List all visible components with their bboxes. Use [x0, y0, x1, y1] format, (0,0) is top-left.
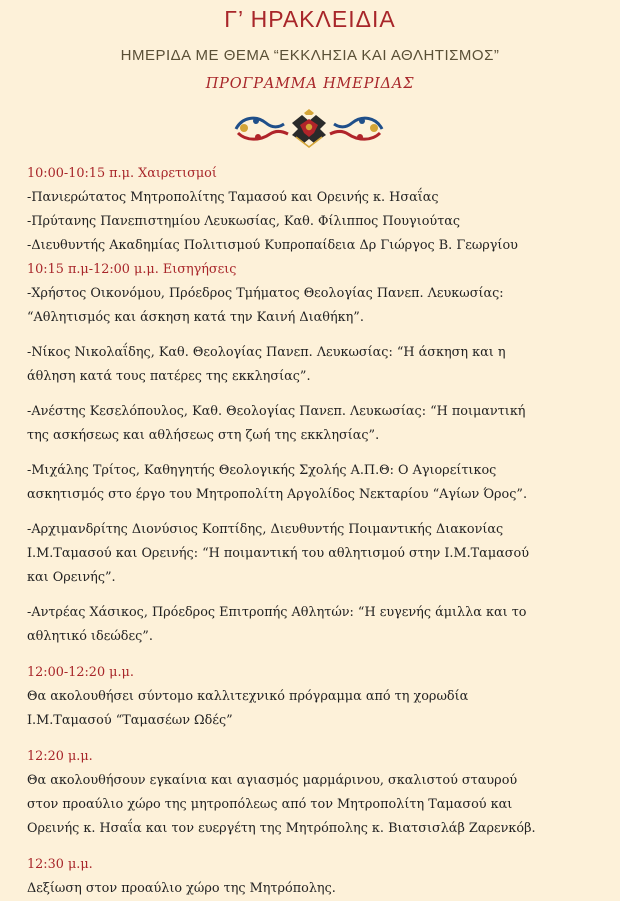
event-line: Θα ακολουθήσει σύντομο καλλιτεχνικό πρόγραμμα από τη χορωδία: [27, 689, 469, 704]
program-section-opening: [27, 162, 612, 258]
talk-line: -Μιχάλης Τρίτος, Καθηγητής Θεολογικής Σχολής Α.Π.Θ: Ο Αγιορείτικος: [27, 463, 497, 478]
section-time-heading: 12:30 μ.μ.: [27, 857, 93, 872]
talk-line: “Αθλητισμός και άσκηση κατά την Καινή Διαθήκη”.: [27, 310, 364, 325]
program-content: [27, 162, 612, 901]
program-section-talks: [27, 258, 612, 649]
talk-entry: [27, 601, 612, 649]
event-line: Δεξίωση στον προαύλιο χώρο της Μητρόπολης.: [27, 881, 336, 896]
event-line: Θα ακολουθήσουν εγκαίνια και αγιασμός μαρμάρινου, σκαλιστού σταυρού: [27, 773, 518, 788]
talk-entry: [27, 400, 612, 448]
greeting-line: -Πρύτανης Πανεπιστημίου Λευκωσίας, Καθ. Φίλιππος Πουγιούτας: [27, 214, 461, 229]
talk-line: -Χρήστος Οικονόμου, Πρόεδρος Τμήματος Θεολογίας Πανεπ. Λευκωσίας:: [27, 286, 504, 301]
byzantine-eagle-ornament-icon: [232, 107, 386, 149]
talk-line: αθλητικό ιδεώδες”.: [27, 629, 153, 644]
talk-line: της ασκήσεως και αθλήσεως στη ζωή της εκκλησίας”.: [27, 428, 380, 443]
event-line: Ορεινής κ. Ησαΐα και τον ευεργέτη της Μητρόπολης κ. Βιατσισλάβ Ζαρενκόβ.: [27, 821, 536, 836]
page-subtitle: ΗΜΕΡΙΔΑ ΜΕ ΘΕΜΑ “ΕΚΚΛΗΣΙΑ ΚΑΙ ΑΘΛΗΤΙΣΜΟΣ”: [120, 47, 500, 64]
talk-line: άθληση κατά τους πατέρες της εκκλησίας”.: [27, 369, 311, 384]
greeting-line: -Διευθυντής Ακαδημίας Πολιτισμού Κυπροπαίδεια Δρ Γιώργος Β. Γεωργίου: [27, 238, 518, 253]
section-time-heading: 10:00-10:15 π.μ. Χαιρετισμοί: [27, 166, 217, 181]
event-line: Ι.Μ.Ταμασού “Ταμασέων Ωδές”: [27, 713, 233, 728]
section-time-heading: 12:00-12:20 μ.μ.: [27, 665, 134, 680]
page-title: Γ’ ΗΡΑΚΛΕΙΔΙΑ: [224, 6, 396, 32]
section-time-heading: 10:15 π.μ-12:00 μ.μ. Εισηγήσεις: [27, 262, 237, 277]
talk-line: -Αρχιμανδρίτης Διονύσιος Κοπτίδης, Διευθυντής Ποιμαντικής Διακονίας: [27, 522, 504, 537]
talk-entry: [27, 282, 612, 330]
talk-line: -Ανέστης Κεσελόπουλος, Καθ. Θεολογίας Πανεπ. Λευκωσίας: “Η ποιμαντική: [27, 404, 526, 419]
program-section-reception: [27, 853, 612, 901]
talk-line: -Αντρέας Χάσικος, Πρόεδρος Επιτροπής Αθλητών: “Η ευγενής άμιλλα και το: [27, 605, 527, 620]
talk-line: Ι.Μ.Ταμασού και Ορεινής: “Η ποιμαντική του αθλητισμού στην Ι.Μ.Ταμασού: [27, 546, 529, 561]
talk-line: -Νίκος Νικολαΐδης, Καθ. Θεολογίας Πανεπ. Λευκωσίας: “Η άσκηση και η: [27, 345, 506, 360]
event-line: στον προαύλιο χώρο της μητροπόλεως από τον Μητροπολίτη Ταμασού και: [27, 797, 513, 812]
program-section-choir: [27, 661, 612, 733]
talk-line: και Ορεινής”.: [27, 570, 116, 585]
program-section-inauguration: [27, 745, 612, 841]
talk-line: ασκητισμός στο έργο του Μητροπολίτη Αργολίδος Νεκταρίου “Αγίων Όρος”.: [27, 487, 528, 502]
talk-entry: [27, 341, 612, 389]
section-time-heading: 12:20 μ.μ.: [27, 749, 93, 764]
talk-entry: [27, 518, 612, 590]
program-heading: ΠΡΟΓΡΑΜΜΑ ΗΜΕΡΙΔΑΣ: [205, 76, 415, 92]
greeting-line: -Πανιερώτατος Μητροπολίτης Ταμασού και Ορεινής κ. Ησαΐας: [27, 190, 439, 205]
talk-entry: [27, 459, 612, 507]
